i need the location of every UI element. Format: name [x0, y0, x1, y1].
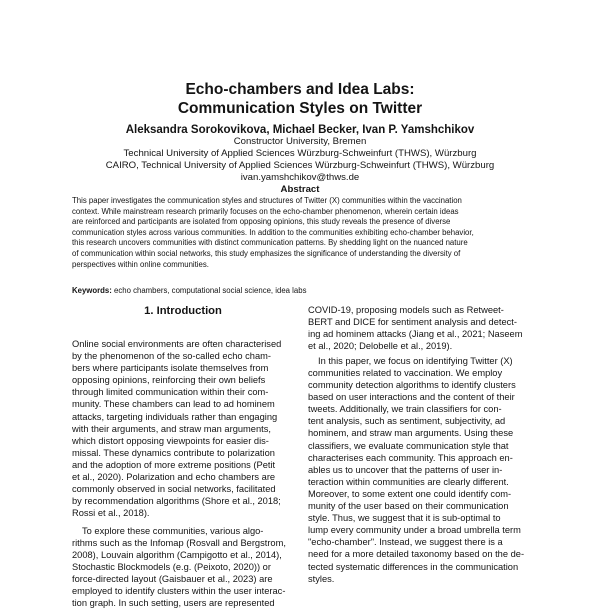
affiliation-3: CAIRO, Technical University of Applied Sciences Würzburg-Schweinfurt (THWS), Würzburg: [105, 160, 495, 171]
title-line-2: Communication Styles on Twitter: [177, 100, 423, 117]
abstract-heading: Abstract: [280, 184, 320, 195]
right-column-para-1: [308, 304, 534, 352]
left-column-para-2-cont: [72, 537, 298, 610]
right-column-para-2: [308, 367, 534, 585]
body-line: Moreover, to some extent one could identify com-: [308, 488, 512, 499]
affiliation-2: Technical University of Applied Sciences Würzburg-Schweinfurt (THWS), Würzburg: [123, 148, 477, 159]
body-line: by recommendation algorithms (Shore et al., 2018;: [72, 496, 281, 507]
body-line: Stochastic Blockmodels (e.g. (Peixoto, 2020)) or: [72, 562, 271, 573]
body-line: tion graph. In such setting, users are represented: [72, 598, 275, 609]
body-line: tected systematic differences in the communication: [308, 561, 519, 572]
body-line: classifiers, we evaluate communication style that: [308, 440, 509, 451]
body-line: BERT and DICE for sentiment analysis and detect-: [308, 317, 517, 328]
body-line: "echo-chamber". Instead, we suggest there is a: [308, 537, 503, 548]
body-line: et al., 2020; Delobelle et al., 2019).: [308, 341, 453, 352]
body-line: ables us to uncover that the patterns of user in-: [308, 464, 503, 475]
body-line: community detection algorithms to identify clusters: [308, 380, 516, 391]
body-line: communities related to vaccination. We employ: [308, 368, 503, 378]
abstract-body: [72, 196, 528, 270]
body-line: 2008), Louvain algorithm (Campigotto et al., 2014),: [72, 550, 282, 561]
body-line: rithms such as the Infomap (Rosvall and Bergstrom,: [72, 538, 286, 548]
body-line: styles.: [308, 573, 335, 584]
keywords: [72, 286, 528, 296]
abstract-line: are reinforced and participants are isolated from opposing opinions, this study reveals the presence of diverse: [72, 217, 451, 227]
affiliations: [0, 136, 600, 184]
right-column-para-2-first: [308, 355, 534, 367]
author-list: Aleksandra Sorokovikova, Michael Becker, Ivan P. Yamshchikov: [125, 124, 475, 136]
body-line: hominem, and straw man arguments. Using these: [308, 428, 514, 439]
body-line: based on user interactions and the content of their: [308, 392, 515, 403]
body-line: commonly observed in social networks, facilitated: [72, 484, 276, 495]
body-line: et al., 2020). Polarization and echo chambers are: [72, 472, 276, 483]
abstract-line: This paper investigates the communication styles and structures of Twitter (X) communities within the vaccination: [72, 196, 462, 205]
abstract-line: perspectives within online communities.: [72, 259, 209, 269]
body-line: To explore these communities, various algo-: [82, 526, 264, 536]
body-line: COVID-19, proposing models such as Retweet-: [308, 305, 504, 315]
keywords-text: echo chambers, computational social science, idea labs: [111, 286, 307, 295]
abstract-line: context. While mainstream research primarily focuses on the echo-chamber phenomenon, wherein certain ideas: [72, 206, 459, 216]
body-line: opposing opinions, reinforcing their own beliefs: [72, 375, 266, 386]
body-line: bers where participants isolate themselves from: [72, 363, 269, 374]
title-line-1: Echo-chambers and Idea Labs:: [185, 81, 415, 98]
affiliation-1: Constructor University, Bremen: [233, 136, 367, 147]
body-line: style. Thus, we suggest that it is sub-optimal to: [308, 513, 501, 524]
body-line: missal. These dynamics contribute to polarization: [72, 447, 275, 458]
body-line: ing ad hominem attacks (Jiang et al., 2021; Naseem: [308, 329, 523, 340]
body-line: In this paper, we focus on identifying Twitter (X): [318, 356, 513, 366]
abstract-line: this research uncovers communities with distinct communication patterns. By shedding light on the nuanced nature: [72, 238, 468, 248]
body-line: and the adoption of more extreme positions (Petit: [72, 459, 276, 470]
body-line: through limited communication within their com-: [72, 387, 269, 398]
left-column-para-1: [72, 338, 298, 519]
body-line: teraction within communities are clearly different.: [308, 476, 509, 487]
body-line: lump every community under a broad umbrella term: [308, 525, 521, 536]
body-line: munity of the user based on their communication: [308, 501, 509, 512]
body-line: employed to identify clusters within the user interac-: [72, 586, 286, 597]
keywords-label: Keywords:: [72, 286, 112, 295]
abstract-line: of communication within social networks, this study emphasizes the significance of understanding the diversity of: [72, 248, 461, 258]
body-line: characterises each community. This approach en-: [308, 452, 513, 463]
body-line: with their arguments, and straw man arguments,: [72, 423, 271, 434]
body-line: tweets. Additionally, we train classifiers for con-: [308, 404, 502, 415]
author-email: ivan.yamshchikov@thws.de: [240, 172, 360, 183]
body-line: force-directed layout (Gaisbauer et al., 2023) are: [72, 574, 273, 585]
body-line: munity. These chambers can lead to ad hominem: [72, 399, 275, 410]
body-line: Online social environments are often characterised: [72, 339, 282, 349]
body-line: which distort opposing viewpoints for easier dis-: [72, 435, 269, 446]
body-line: by the phenomenon of the so-called echo cham-: [72, 351, 271, 362]
left-column-para-2: [72, 525, 298, 537]
section-heading-introduction: 1. Introduction: [144, 305, 222, 317]
body-line: need for a more detailed taxonomy based on the de-: [308, 549, 525, 560]
body-line: Rossi et al., 2018).: [72, 508, 150, 519]
body-line: tent analysis, such as sentiment, subjectivity, ad: [308, 416, 506, 427]
abstract-line: communication styles across various communities. In addition to the communities exhibiting echo-chamber behavior,: [72, 227, 474, 237]
paper-title: [0, 80, 600, 118]
body-line: attacks, targeting individuals rather than engaging: [72, 411, 278, 422]
